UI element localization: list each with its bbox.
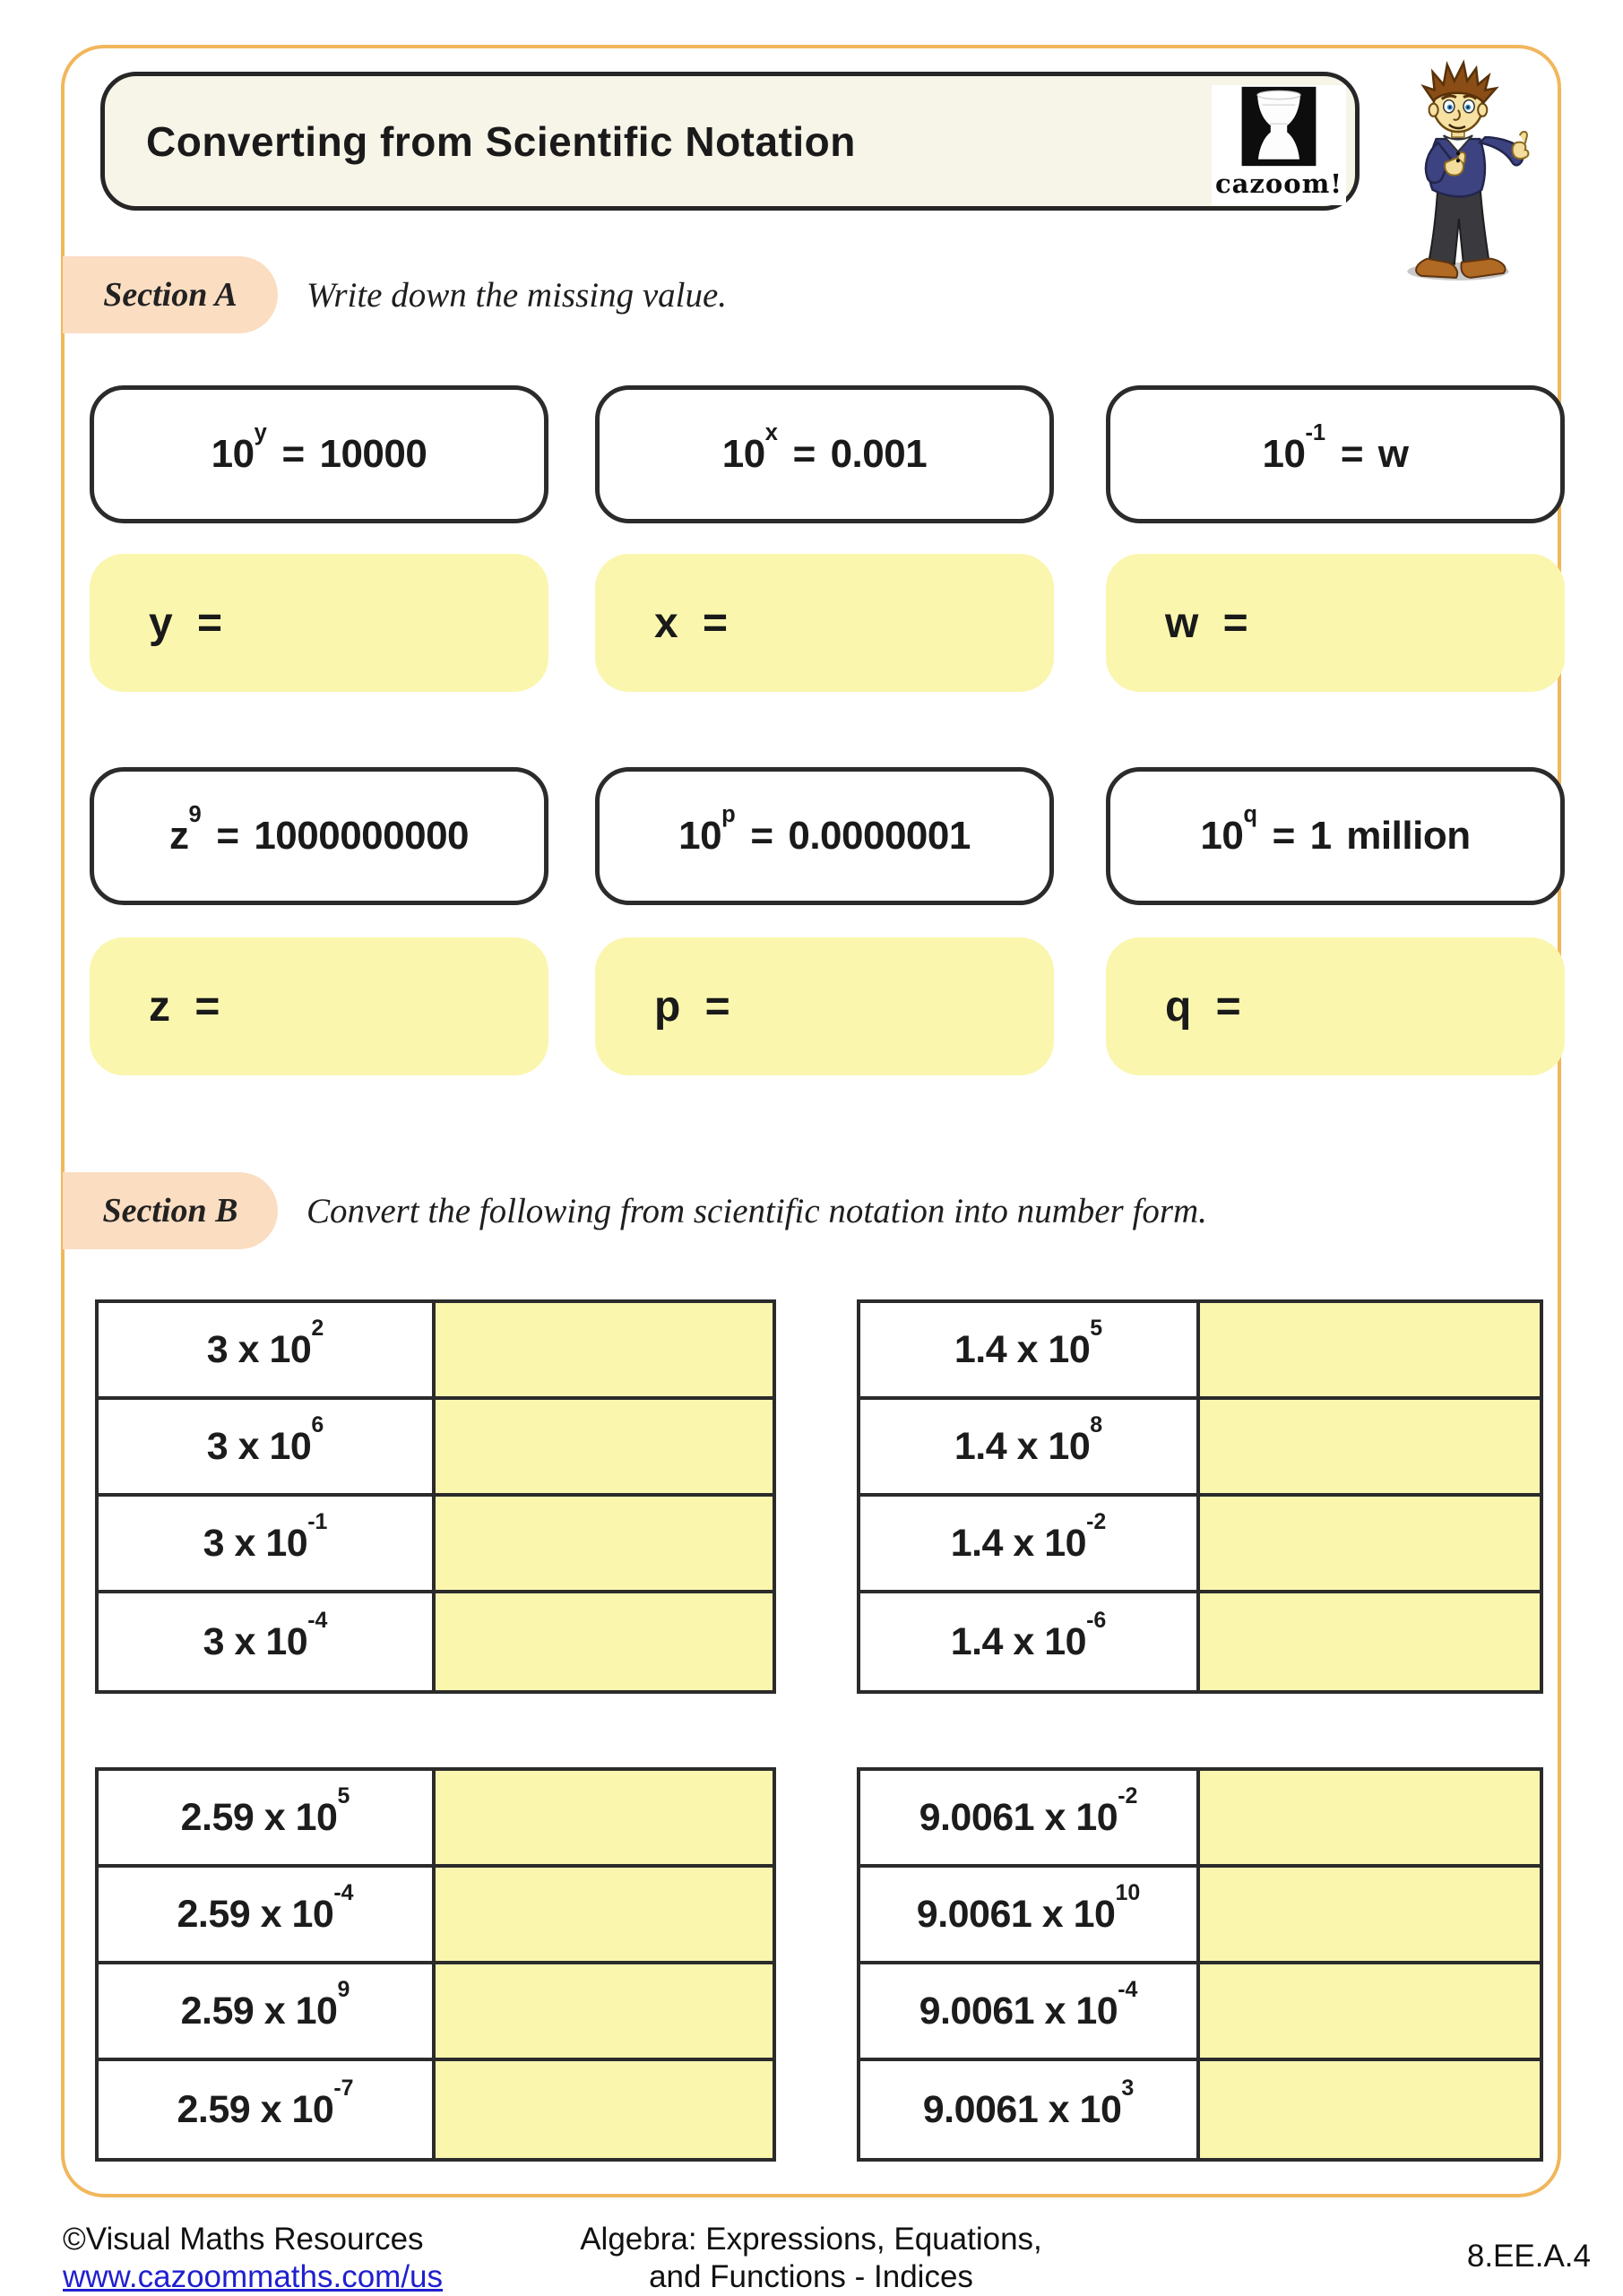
answer-cell[interactable]: [436, 2061, 773, 2158]
drum-icon: [1239, 85, 1318, 168]
table-row: [860, 1303, 1540, 1400]
worksheet-title: Converting from Scientific Notation: [146, 117, 856, 165]
table-row: [860, 1593, 1540, 1690]
scientific-notation-value: 9.0061 x $10^{-2}$: [860, 1771, 1200, 1864]
answer-cell[interactable]: [436, 1497, 773, 1590]
scientific-notation-value: 1.4 x $10^{-2}$: [860, 1497, 1200, 1590]
scientific-notation-value: 3 x $10^{-1}$: [99, 1497, 436, 1590]
answer-box-w[interactable]: w =: [1106, 554, 1565, 692]
exponent: -4: [307, 1608, 328, 1634]
table-row: [99, 1303, 773, 1400]
conversion-table-3: [95, 1767, 776, 2162]
exponent: 8: [1090, 1412, 1103, 1438]
scientific-notation-value: 1.4 x $10^5$: [860, 1303, 1200, 1396]
answer-cell[interactable]: [1200, 1868, 1540, 1961]
equation-box-6: $10^q = 1$ million: [1106, 767, 1565, 905]
exponent: y: [254, 420, 267, 446]
conversion-table-2: [857, 1299, 1543, 1694]
answer-cell[interactable]: [1200, 2061, 1540, 2158]
answer-box-q[interactable]: q =: [1106, 937, 1565, 1075]
table-row: [99, 1964, 773, 2061]
scientific-notation-value: 3 x $10^2$: [99, 1303, 436, 1396]
equation-box-2: $10^x = 0.001$: [595, 385, 1054, 523]
exponent: 9: [188, 802, 202, 828]
answer-box-y[interactable]: y =: [90, 554, 548, 692]
answer-cell[interactable]: [1200, 1964, 1540, 2058]
cazoom-logo: [1212, 85, 1346, 205]
table-row: [99, 2061, 773, 2158]
exponent: 6: [311, 1412, 324, 1438]
cazoom-url-link[interactable]: www.cazoommaths.com/us: [63, 2259, 444, 2294]
answer-cell[interactable]: [1200, 1303, 1540, 1396]
exponent: 2: [311, 1316, 324, 1342]
exponent: 5: [1090, 1316, 1103, 1342]
scientific-notation-value: 9.0061 x $10^3$: [860, 2061, 1200, 2158]
cazoom-logo-text: cazoom!: [1214, 168, 1343, 199]
topic-line-1: Algebra: Expressions, Equations,: [580, 2222, 1042, 2257]
exponent: -1: [1305, 420, 1326, 446]
answer-cell[interactable]: [436, 1593, 773, 1690]
exponent: -4: [333, 1880, 354, 1906]
scientific-notation-value: 3 x $10^6$: [99, 1400, 436, 1493]
answer-cell[interactable]: [1200, 1497, 1540, 1590]
scientific-notation-value: 2.59 x $10^5$: [99, 1771, 436, 1864]
table-row: [860, 1771, 1540, 1868]
answer-cell[interactable]: [436, 1771, 773, 1864]
exponent: -1: [307, 1509, 328, 1535]
exponent: -4: [1118, 1977, 1138, 2003]
equation-box-5: $10^p = 0.0000001$: [595, 767, 1054, 905]
scientific-notation-value: 2.59 x $10^9$: [99, 1964, 436, 2058]
table-row: [860, 2061, 1540, 2158]
equation-box-4: $z^9 = 1000000000$: [90, 767, 548, 905]
table-row: [99, 1497, 773, 1593]
title-box: [100, 72, 1360, 211]
answer-cell[interactable]: [436, 1400, 773, 1493]
exponent: x: [764, 420, 778, 446]
footer-topic: [497, 2221, 1125, 2296]
answer-box-z[interactable]: z =: [90, 937, 548, 1075]
scientific-notation-value: 9.0061 x $10^{10}$: [860, 1868, 1200, 1961]
exponent: 10: [1115, 1880, 1141, 1906]
mascot-boy-illustration: [1387, 56, 1541, 282]
table-row: [860, 1400, 1540, 1497]
scientific-notation-value: 2.59 x $10^{-7}$: [99, 2061, 436, 2158]
copyright-text: ©Visual Maths Resources: [63, 2222, 424, 2257]
conversion-table-1: [95, 1299, 776, 1694]
scientific-notation-value: 3 x $10^{-4}$: [99, 1593, 436, 1690]
conversion-table-4: [857, 1767, 1543, 2162]
scientific-notation-value: 1.4 x $10^{-6}$: [860, 1593, 1200, 1690]
exponent: -2: [1118, 1783, 1138, 1809]
topic-line-2: and Functions - Indices: [649, 2259, 973, 2294]
standard-code: 8.EE.A.4: [1466, 2239, 1591, 2274]
table-row: [99, 1400, 773, 1497]
equation-box-1: $10^y = 10000$: [90, 385, 548, 523]
equation-box-3: $10^{-1} = w$: [1106, 385, 1565, 523]
answer-cell[interactable]: [436, 1303, 773, 1396]
scientific-notation-value: 2.59 x $10^{-4}$: [99, 1868, 436, 1961]
table-row: [860, 1497, 1540, 1593]
scientific-notation-value: 9.0061 x $10^{-4}$: [860, 1964, 1200, 2058]
table-row: [860, 1964, 1540, 2061]
exponent: -2: [1086, 1509, 1107, 1535]
section-b-instruction: Convert the following from scientific notation into number form.: [306, 1191, 1207, 1230]
scientific-notation-value: 1.4 x $10^8$: [860, 1400, 1200, 1493]
answer-cell[interactable]: [1200, 1400, 1540, 1493]
table-row: [860, 1868, 1540, 1964]
exponent: -7: [333, 2076, 354, 2102]
table-row: [99, 1593, 773, 1690]
section-a-label: Section A: [63, 256, 278, 333]
exponent: -6: [1086, 1608, 1107, 1634]
exponent: 3: [1121, 2076, 1135, 2102]
answer-box-x[interactable]: x =: [595, 554, 1054, 692]
exponent: 9: [337, 1977, 350, 2003]
exponent: 5: [337, 1783, 350, 1809]
answer-cell[interactable]: [1200, 1593, 1540, 1690]
answer-cell[interactable]: [1200, 1771, 1540, 1864]
table-row: [99, 1868, 773, 1964]
footer-left: [63, 2221, 443, 2296]
exponent: q: [1243, 802, 1257, 828]
section-a-instruction: Write down the missing value.: [306, 275, 728, 315]
section-b-label: Section B: [63, 1172, 278, 1249]
exponent: p: [721, 802, 736, 828]
table-row: [99, 1771, 773, 1868]
answer-cell[interactable]: [436, 1964, 773, 2058]
answer-box-p[interactable]: p =: [595, 937, 1054, 1075]
answer-cell[interactable]: [436, 1868, 773, 1961]
